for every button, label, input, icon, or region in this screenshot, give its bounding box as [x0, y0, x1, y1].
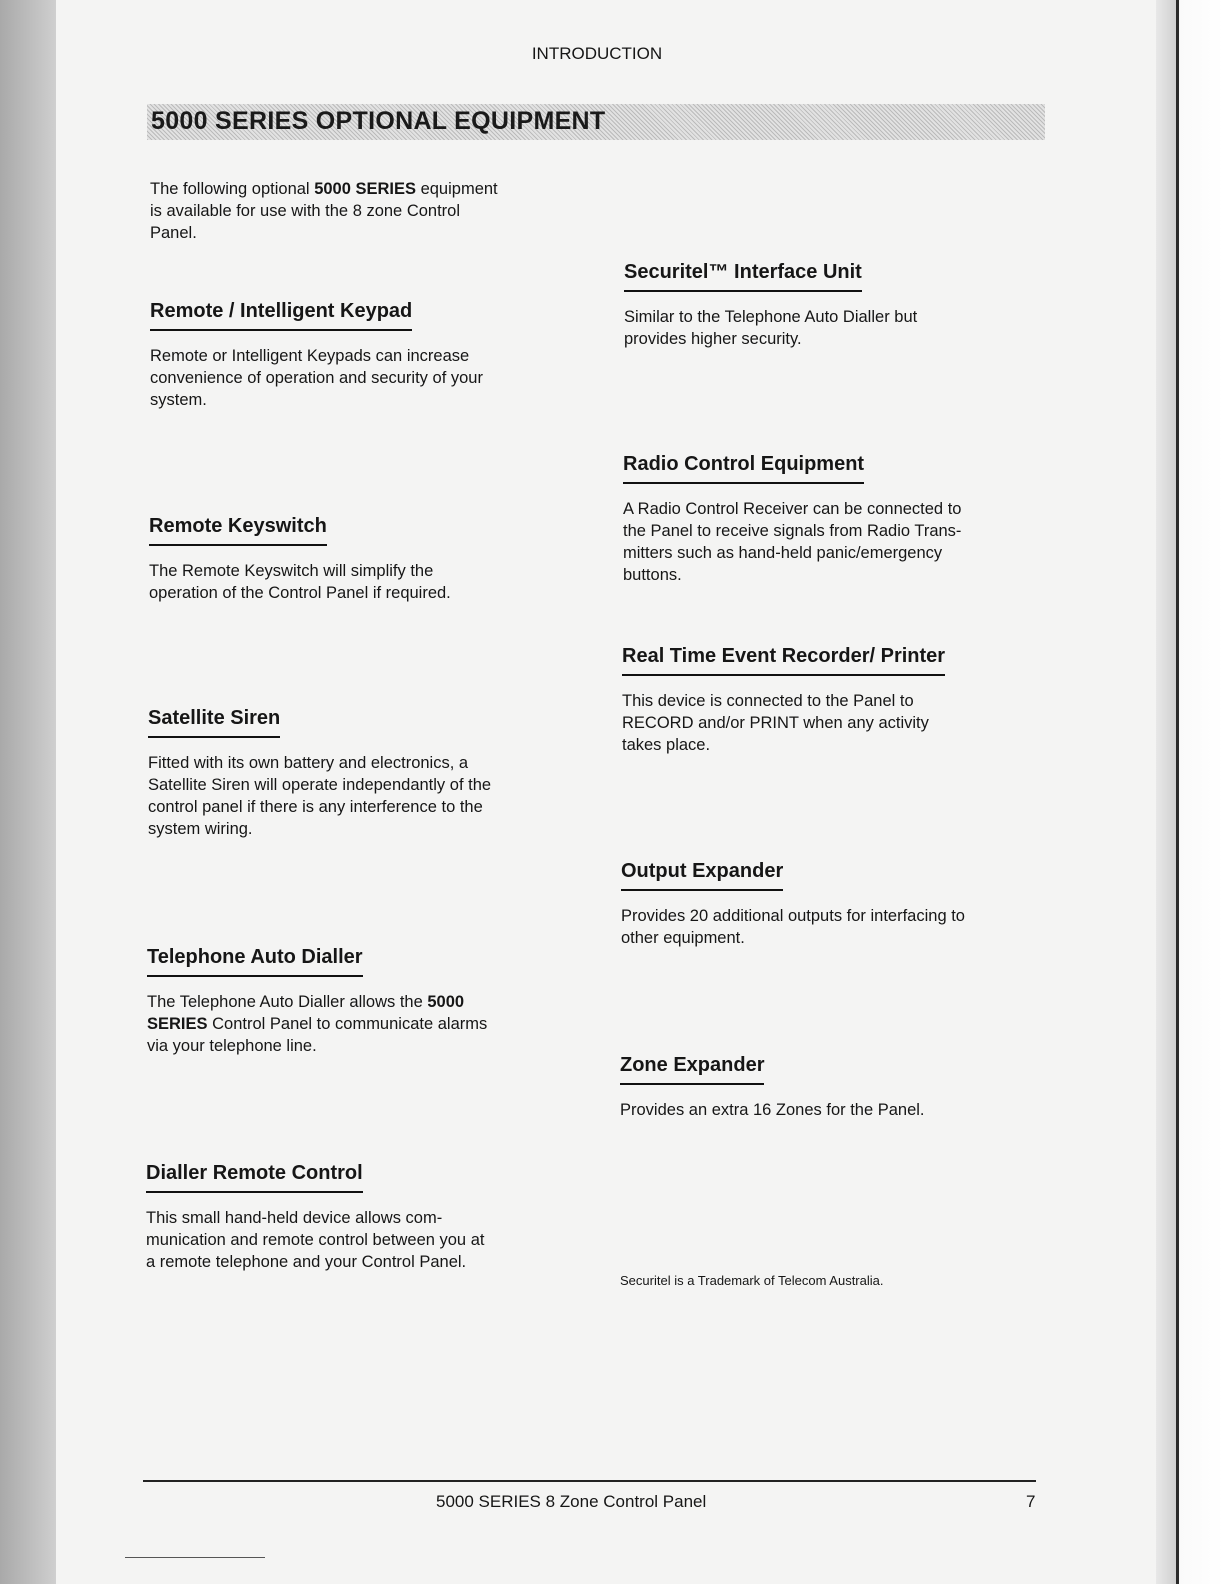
section-body: A Radio Control Receiver can be connected to the Panel to receive signals from Radio Trans- mitters such as hand-held panic/emergency buttons. — [623, 500, 962, 584]
section-heading: Satellite Siren — [148, 707, 280, 738]
intro-text — [150, 178, 568, 244]
section-heading: Securitel™ Interface Unit — [624, 261, 862, 292]
section-output-expander — [621, 860, 1041, 949]
section-event-recorder — [622, 645, 1042, 756]
section-body: Remote or Intelligent Keypads can increase convenience of operation and security of your system. — [150, 347, 483, 409]
body-c: Control Panel to communicate alarms via your telephone line. — [147, 1015, 488, 1055]
section-body: This small hand-held device allows com- munication and remote control between you at a remote telephone and your Control Panel. — [146, 1209, 485, 1271]
section-remote-keyswitch — [149, 515, 567, 604]
section-securitel — [624, 261, 1044, 350]
page-number: 7 — [1026, 1492, 1036, 1511]
section-heading: Radio Control Equipment — [623, 453, 864, 484]
section-body: The Remote Keyswitch will simplify the operation of the Control Panel if required. — [149, 562, 451, 602]
intro — [150, 178, 568, 244]
scan-edge-left — [0, 0, 56, 1584]
section-heading: Dialler Remote Control — [146, 1162, 363, 1193]
section-dialler-remote-control — [146, 1162, 564, 1273]
footer-title: 5000 SERIES 8 Zone Control Panel — [436, 1492, 707, 1511]
body-bold: 5000 SERIES — [147, 993, 465, 1033]
section-body: Similar to the Telephone Auto Dialler but provides higher security. — [624, 308, 918, 348]
section-body: Fitted with its own battery and electronics, a Satellite Siren will operate independantly of the control panel if there is any interference to the system wiring. — [148, 754, 492, 838]
scan-edge-right — [1156, 0, 1224, 1584]
banner-title: 5000 SERIES OPTIONAL EQUIPMENT — [151, 107, 606, 135]
section-remote-keypad — [150, 300, 568, 411]
trademark-note: Securitel is a Trademark of Telecom Australia. — [620, 1273, 884, 1288]
section-satellite-siren — [148, 707, 566, 840]
section-heading: Remote Keyswitch — [149, 515, 327, 546]
body-a: The Telephone Auto Dialler allows the — [147, 993, 428, 1011]
intro-bold: 5000 SERIES — [314, 180, 416, 198]
section-heading: Telephone Auto Dialler — [147, 946, 363, 977]
running-header: INTRODUCTION — [531, 44, 663, 63]
section-body: Provides an extra 16 Zones for the Panel. — [620, 1101, 925, 1119]
section-banner — [147, 104, 1045, 140]
section-zone-expander — [620, 1054, 1040, 1121]
section-heading: Remote / Intelligent Keypad — [150, 300, 412, 331]
section-radio-control — [623, 453, 1043, 586]
bottom-rule — [125, 1557, 265, 1558]
section-heading: Output Expander — [621, 860, 783, 891]
section-telephone-auto-dialler — [147, 946, 565, 1057]
section-heading: Real Time Event Recorder/ Printer — [622, 645, 945, 676]
footer-rule — [143, 1480, 1036, 1482]
section-body: This device is connected to the Panel to RECORD and/or PRINT when any activity takes place. — [622, 692, 929, 754]
section-heading: Zone Expander — [620, 1054, 764, 1085]
intro-a: The following optional — [150, 180, 315, 198]
section-body — [147, 991, 565, 1057]
section-body: Provides 20 additional outputs for interfacing to other equipment. — [621, 907, 965, 947]
intro-c: equipment is available for use with the 8 zone Control Panel. — [150, 180, 498, 242]
